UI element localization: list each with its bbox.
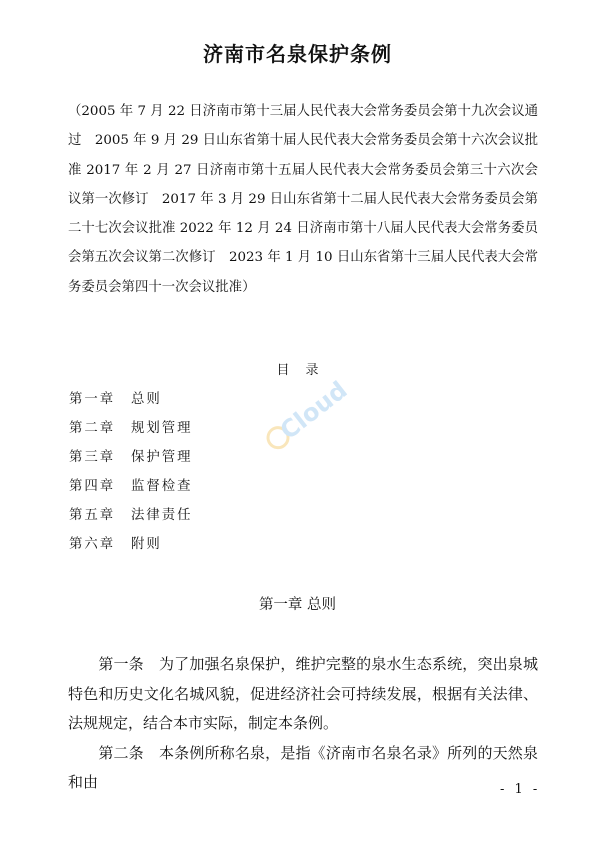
toc-chapter-number: 第二章 xyxy=(69,421,116,436)
toc-chapter-number: 第四章 xyxy=(69,479,116,494)
toc-chapter-number: 第五章 xyxy=(69,508,116,523)
page-number: - 1 - xyxy=(500,782,541,797)
toc-item[interactable] xyxy=(69,472,193,501)
toc-item[interactable] xyxy=(69,501,193,530)
watermark-logo-icon xyxy=(262,421,294,453)
toc-item[interactable] xyxy=(69,443,193,472)
document-title: 济南市名泉保护条例 xyxy=(203,42,392,66)
table-of-contents xyxy=(69,385,193,559)
toc-chapter-number: 第三章 xyxy=(69,450,116,465)
article-body xyxy=(68,650,541,798)
toc-chapter-name: 监督检查 xyxy=(131,479,193,494)
toc-chapter-number: 第一章 xyxy=(69,392,116,407)
cloud-watermark xyxy=(246,362,364,480)
article-paragraph xyxy=(68,650,538,739)
preamble-note: （2005 年 7 月 22 日济南市第十三届人民代表大会常务委员会第十九次会议通过 2005 年 9 月 29 日山东省第十届人民代表大会常务委员会第十六次会议批准 2017 年 2 月 27 日济南市第十五届人民代表大会常务委员会第三十六次会议第一次修订 2017 年 3 月 29 日山东省第十二届人民代表大会常务委员会第二十七次会议批准 2022 年 12 月 24 日济南市第十八届人民代表大会常务委员会第五次会议第二次修订 2023 年 1 月 10 日山东省第十三届人民代表大会常务委员会第四十一次会议批准） xyxy=(68,104,538,295)
article-text: 为了加强名泉保护，维护完整的泉水生态系统，突出泉城特色和历史文化名城风貌，促进经济社会可持续发展，根据有关法律、法规规定，结合本市实际，制定本条例。 xyxy=(68,655,538,732)
toc-heading: 目录 xyxy=(276,363,335,378)
chapter-heading: 第一章 总则 xyxy=(258,597,337,613)
toc-item[interactable] xyxy=(69,530,193,559)
watermark-text: Cloud xyxy=(274,375,353,446)
article-number: 第一条 xyxy=(98,655,144,673)
toc-item[interactable] xyxy=(69,414,193,443)
toc-chapter-number: 第六章 xyxy=(69,537,116,552)
toc-chapter-name: 附则 xyxy=(131,537,162,552)
article-paragraph xyxy=(68,739,541,798)
toc-chapter-name: 规划管理 xyxy=(131,421,193,436)
toc-chapter-name: 总则 xyxy=(131,392,162,407)
toc-item[interactable] xyxy=(69,385,193,414)
toc-chapter-name: 法律责任 xyxy=(131,508,193,523)
toc-chapter-name: 保护管理 xyxy=(131,450,193,465)
article-text: 本条例所称名泉，是指《济南市名泉名录》所列的天然泉和由 xyxy=(68,743,538,791)
article-number: 第二条 xyxy=(98,743,144,762)
